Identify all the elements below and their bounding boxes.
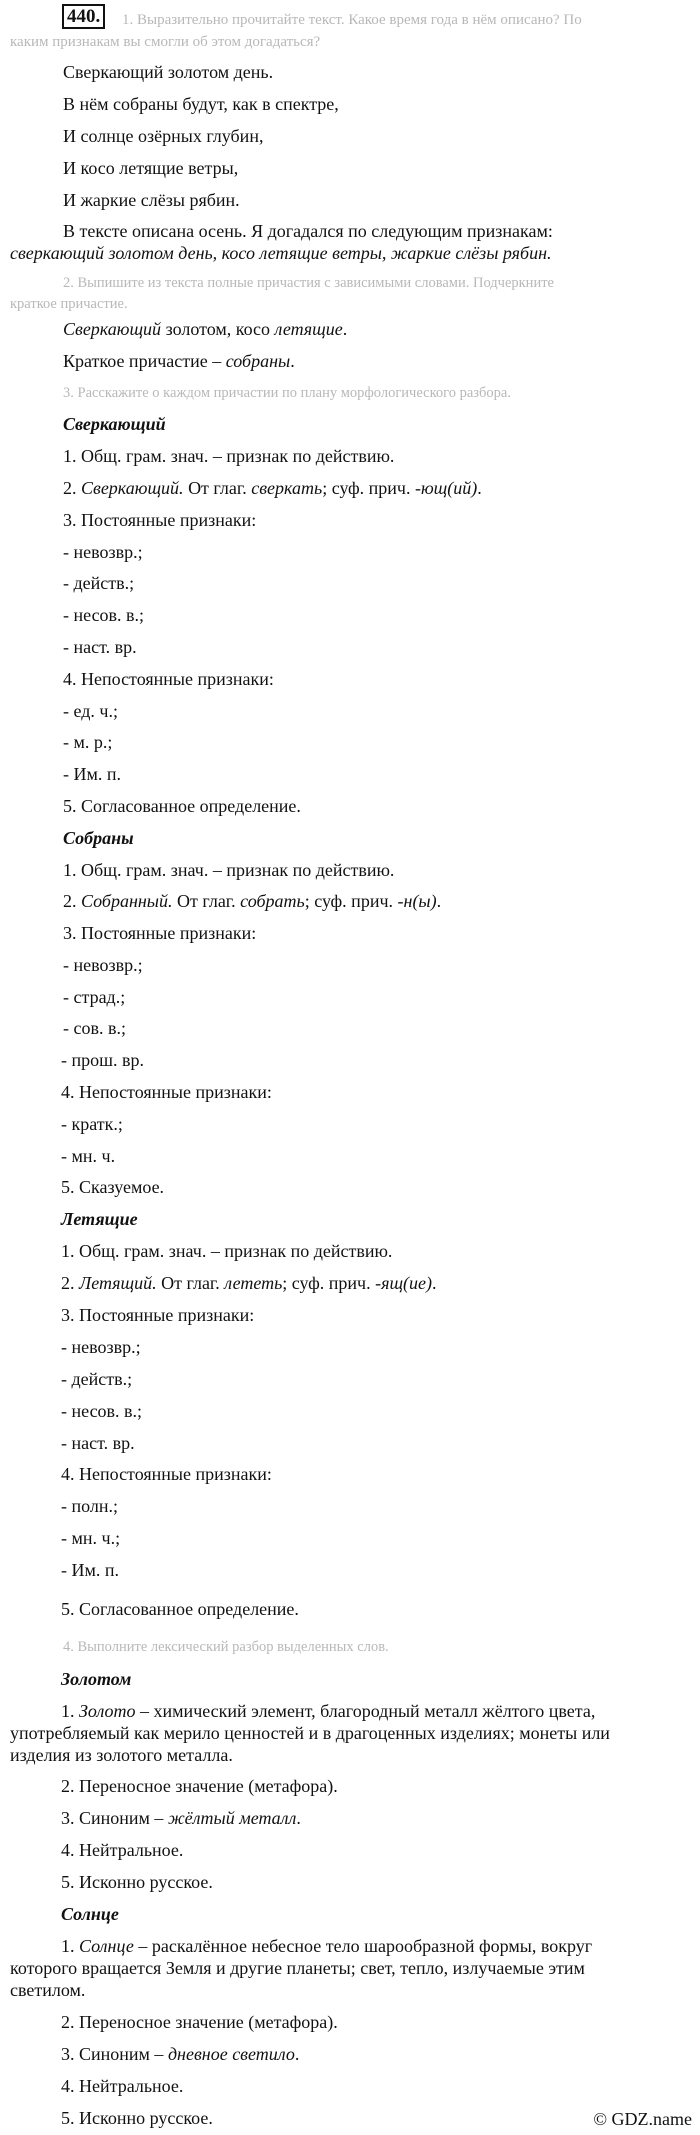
text: . [477, 478, 482, 498]
parsing-line: - невозвр.; [63, 955, 143, 975]
text: ; суф. прич. [282, 1273, 376, 1293]
participle: летящие [274, 319, 343, 339]
parsing-heading: Летящие [61, 1209, 138, 1229]
text: 1. [61, 1936, 79, 1956]
text: Собранный. [81, 891, 173, 911]
parsing-line: 1. Общ. грам. знач. – признак по действию. [63, 860, 395, 880]
text: Сверкающий. [81, 478, 184, 498]
text: – химический элемент, благородный металл жёлтого цвета, [135, 1701, 596, 1721]
parsing-heading: Сверкающий [63, 414, 166, 434]
lexical-line: которого вращается Земля и другие планеты; свет, тепло, излучаемые этим [10, 1958, 585, 1978]
text: Солнце [79, 1936, 134, 1956]
text: лететь [224, 1273, 283, 1293]
text: . [436, 891, 442, 911]
text: 3. Синоним – [61, 1808, 168, 1828]
text: – раскалённое небесное тело шарообразной формы, вокруг [133, 1936, 593, 1956]
text: 2. [61, 1273, 79, 1293]
lexical-line: 5. Исконно русское. [61, 1872, 213, 1892]
parsing-line [63, 890, 441, 912]
parsing-line: - действ.; [61, 1369, 133, 1389]
text: -н(ы) [397, 891, 437, 911]
text: . [290, 351, 295, 371]
lexical-heading: Золотом [61, 1669, 132, 1689]
parsing-line: 5. Согласованное определение. [63, 796, 301, 816]
lexical-line: 2. Переносное значение (метафора). [61, 2012, 338, 2032]
parsing-line: - ед. ч.; [63, 701, 118, 721]
task-3: 3. Расскажите о каждом причастии по плану морфологического разбора. [63, 385, 511, 401]
answer-2-participles [63, 318, 347, 340]
text: ; суф. прич. [322, 478, 415, 498]
exercise-number: 440. [62, 4, 105, 29]
parsing-line: - невозвр.; [63, 542, 143, 562]
answer-2-short-participle [63, 350, 295, 372]
lexical-line: 4. Нейтральное. [61, 2076, 184, 2096]
parsing-line: 3. Постоянные признаки: [61, 1305, 255, 1325]
parsing-line: - наст. вр. [61, 1433, 135, 1453]
task-2-line-1: 2. Выпишите из текста полные причастия с зависимыми словами. Подчеркните [63, 275, 554, 291]
task-2-line-2: краткое причастие. [10, 296, 128, 312]
parsing-line: 5. Согласованное определение. [61, 1599, 299, 1619]
lexical-line [61, 1700, 595, 1722]
lexical-line: употребляемый как мерило ценностей и в драгоценных изделиях; монеты или [10, 1723, 610, 1743]
text: жёлтый металл [167, 1808, 297, 1828]
text: 3. Синоним – [61, 2044, 168, 2064]
parsing-line: - сов. в.; [63, 1018, 126, 1038]
poem-line: В нём собраны будут, как в спектре, [63, 94, 339, 114]
text: . [294, 2044, 300, 2064]
parsing-line: - несов. в.; [61, 1401, 143, 1421]
poem-line: И солнце озёрных глубин, [63, 126, 264, 146]
parsing-line: - наст. вр. [63, 637, 137, 657]
parsing-line [63, 477, 482, 499]
poem-line: И косо летящие ветры, [63, 158, 239, 178]
parsing-line: 3. Постоянные признаки: [63, 923, 257, 943]
participle: Сверкающий [63, 319, 162, 339]
text: Краткое причастие – [63, 351, 226, 371]
text: -ющ(ий) [415, 478, 478, 498]
text: 2. [63, 478, 81, 498]
parsing-line: - кратк.; [61, 1114, 123, 1134]
parsing-line [61, 1272, 437, 1294]
text: . [296, 1808, 301, 1828]
text: . [342, 319, 348, 339]
text: От глаг. [172, 891, 241, 911]
lexical-line: 5. Исконно русское. [61, 2108, 213, 2128]
text: -ящ(ие) [375, 1273, 433, 1293]
parsing-line: 4. Непостоянные признаки: [61, 1082, 272, 1102]
text: ; суф. прич. [304, 891, 398, 911]
task-1-line-1: 1. Выразительно прочитайте текст. Какое время года в нём описано? По [122, 12, 582, 28]
text: . [432, 1273, 437, 1293]
answer-1-line-1: В тексте описана осень. Я догадался по следующим признакам: [63, 221, 553, 241]
participle: собраны [225, 351, 291, 371]
text: Летящий. [79, 1273, 157, 1293]
parsing-line: 4. Непостоянные признаки: [61, 1464, 272, 1484]
poem-line: И жаркие слёзы рябин. [63, 190, 240, 210]
parsing-heading: Собраны [63, 828, 134, 848]
text: От глаг. [183, 478, 252, 498]
parsing-line: - мн. ч.; [61, 1528, 121, 1548]
lexical-line: 2. Переносное значение (метафора). [61, 1776, 338, 1796]
lexical-line: светилом. [10, 1980, 86, 2000]
parsing-line: 1. Общ. грам. знач. – признак по действию. [61, 1241, 393, 1261]
parsing-line: - действ.; [63, 573, 135, 593]
parsing-line: - Им. п. [61, 1560, 120, 1580]
parsing-line: 4. Непостоянные признаки: [63, 669, 274, 689]
text: 1. [61, 1701, 79, 1721]
text: золотом, косо [161, 319, 275, 339]
lexical-line: изделия из золотого металла. [10, 1745, 233, 1765]
text: 2. [63, 891, 81, 911]
parsing-line: - м. р.; [63, 732, 113, 752]
parsing-line: 3. Постоянные признаки: [63, 510, 257, 530]
text: дневное светило [167, 2044, 295, 2064]
lexical-line: 4. Нейтральное. [61, 1840, 184, 1860]
lexical-line [61, 2043, 299, 2065]
parsing-line: - полн.; [61, 1496, 119, 1516]
text: Золото [79, 1701, 136, 1721]
answer-1-line-2: сверкающий золотом день, косо летящие ветры, жаркие слёзы рябин. [10, 243, 552, 263]
parsing-line: - мн. ч. [61, 1146, 116, 1166]
lexical-line [61, 1807, 301, 1829]
text: От глаг. [156, 1273, 225, 1293]
parsing-line: - Им. п. [63, 764, 122, 784]
parsing-line: - прош. вр. [61, 1050, 144, 1070]
parsing-line: - несов. в.; [63, 605, 145, 625]
lexical-heading: Солнце [61, 1904, 119, 1924]
task-4: 4. Выполните лексический разбор выделенных слов. [63, 1639, 389, 1655]
parsing-line: 1. Общ. грам. знач. – признак по действию. [63, 446, 395, 466]
parsing-line: 5. Сказуемое. [61, 1177, 165, 1197]
parsing-line: - страд.; [63, 987, 126, 1007]
parsing-line: - невозвр.; [61, 1337, 141, 1357]
task-1-line-2: каким признакам вы смогли об этом догадаться? [10, 34, 321, 50]
lexical-line [61, 1935, 592, 1957]
text: собрать [240, 891, 305, 911]
poem-line: Сверкающий золотом день. [63, 62, 274, 82]
text: сверкать [251, 478, 323, 498]
copyright-watermark: © GDZ.name [593, 2109, 692, 2129]
